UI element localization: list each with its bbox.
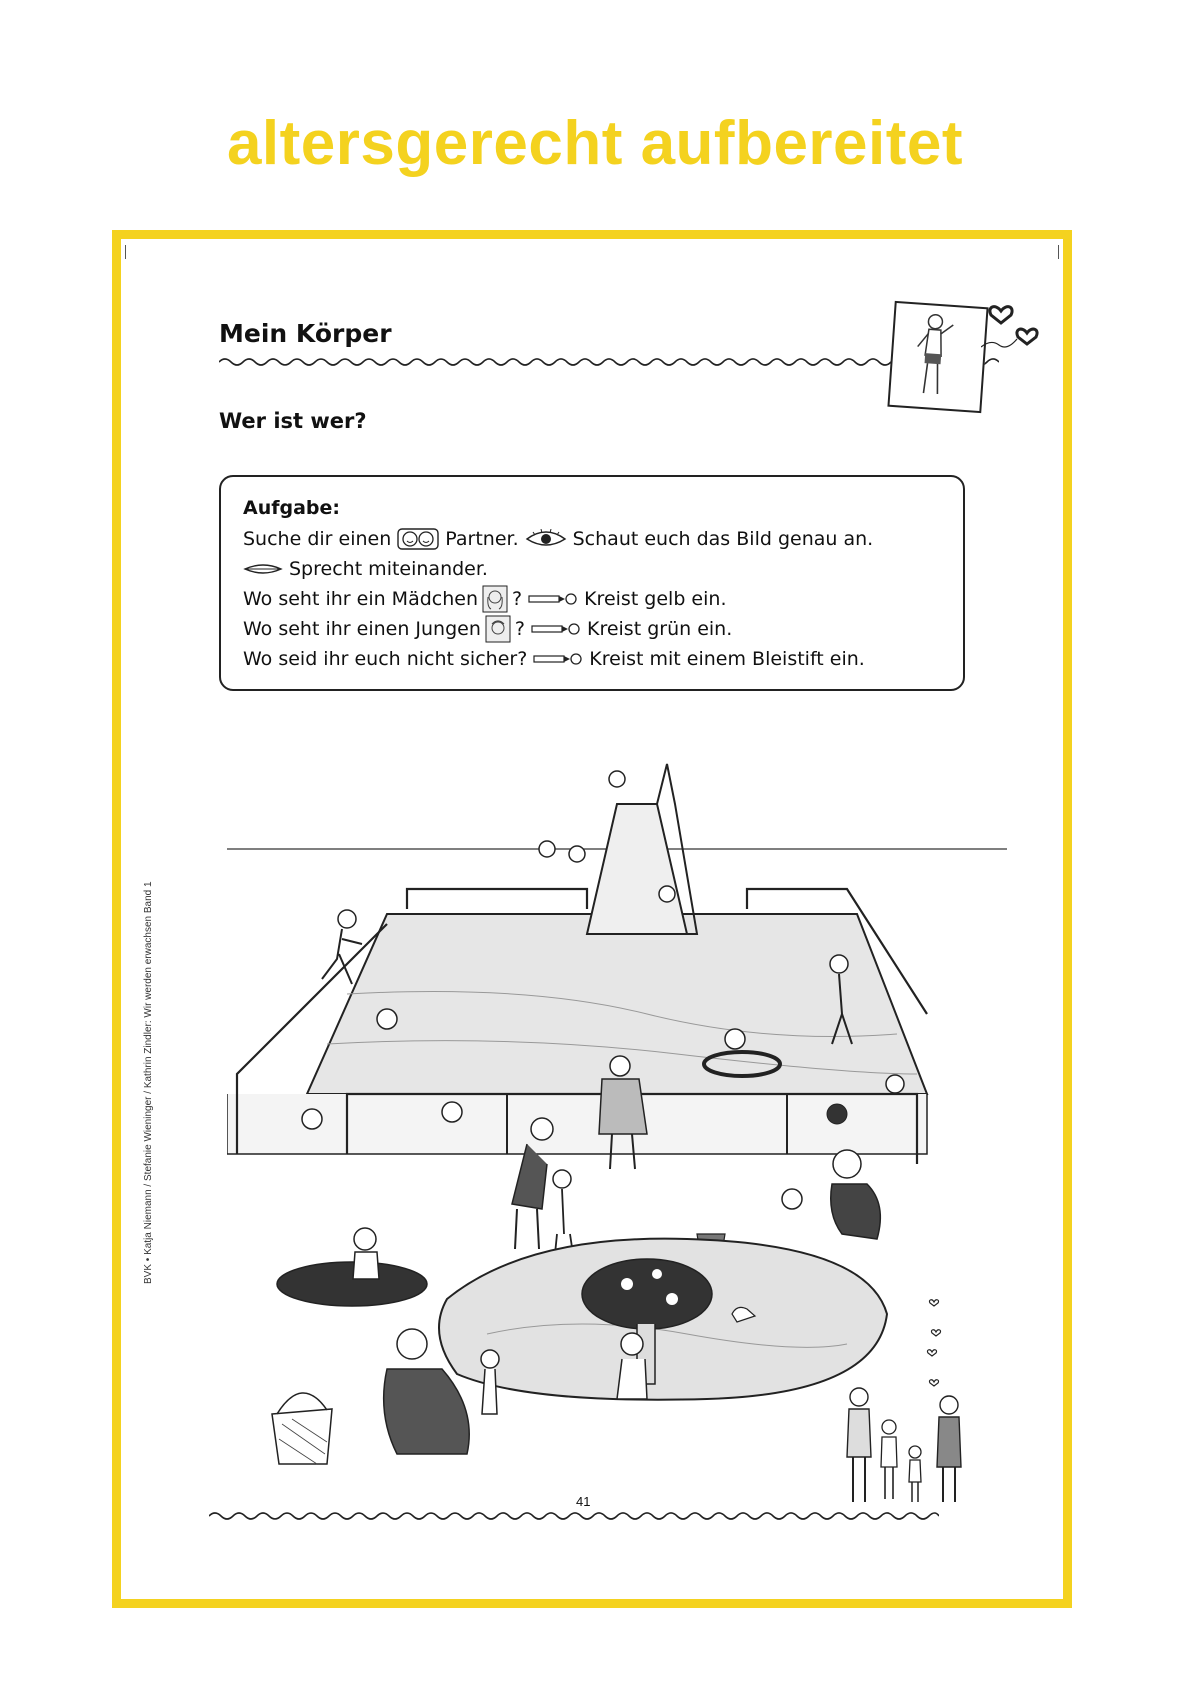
task-text: Kreist gelb ein. [584, 588, 727, 610]
family-illustration [829, 1277, 989, 1517]
task-heading: Aufgabe: [243, 497, 341, 519]
girl-portrait-icon [482, 585, 508, 613]
task-text: Wo seht ihr ein Mädchen [243, 588, 478, 610]
task-text: ? [512, 588, 523, 610]
worksheet-title: Mein Körper [219, 319, 392, 348]
wavy-divider [209, 1509, 939, 1523]
worksheet-subtitle: Wer ist wer? [219, 409, 367, 433]
task-line [243, 584, 963, 614]
crop-mark [1058, 245, 1059, 259]
task-text: Wo seht ihr einen Jungen [243, 618, 481, 640]
task-line [243, 554, 963, 584]
eye-icon [525, 529, 567, 549]
boy-portrait-icon [485, 615, 511, 643]
task-box [219, 475, 965, 691]
task-line [243, 614, 963, 644]
page-number: 41 [576, 1494, 591, 1509]
task-text: Kreist grün ein. [586, 618, 733, 640]
crop-mark [125, 245, 126, 259]
task-line [243, 524, 963, 554]
mouth-icon [243, 561, 283, 577]
heart-icon [981, 289, 1051, 349]
pencil-circle-icon [528, 592, 578, 606]
task-text: Partner. [445, 528, 519, 550]
copyright-credit: BVK • Katja Niemann / Stefanie Wieninger / Kathrin Zindler: Wir werden erwachsen Band 1 [143, 881, 154, 1284]
task-text: Kreist mit einem Bleistift ein. [589, 648, 865, 670]
page-headline: altersgerecht aufbereitet [226, 109, 964, 178]
worksheet-frame [112, 230, 1072, 1608]
task-text: ? [514, 618, 525, 640]
wavy-divider [219, 355, 999, 369]
boy-photo-illustration [887, 301, 988, 413]
task-text: Sprecht miteinander. [289, 558, 488, 580]
pencil-circle-icon [533, 652, 583, 666]
task-text: Suche dir einen [243, 528, 392, 550]
pencil-circle-icon [531, 622, 581, 636]
task-line [243, 644, 963, 674]
task-text: Wo seid ihr euch nicht sicher? [243, 648, 528, 670]
two-faces-icon [397, 528, 439, 550]
task-text: Schaut euch das Bild genau an. [572, 528, 874, 550]
